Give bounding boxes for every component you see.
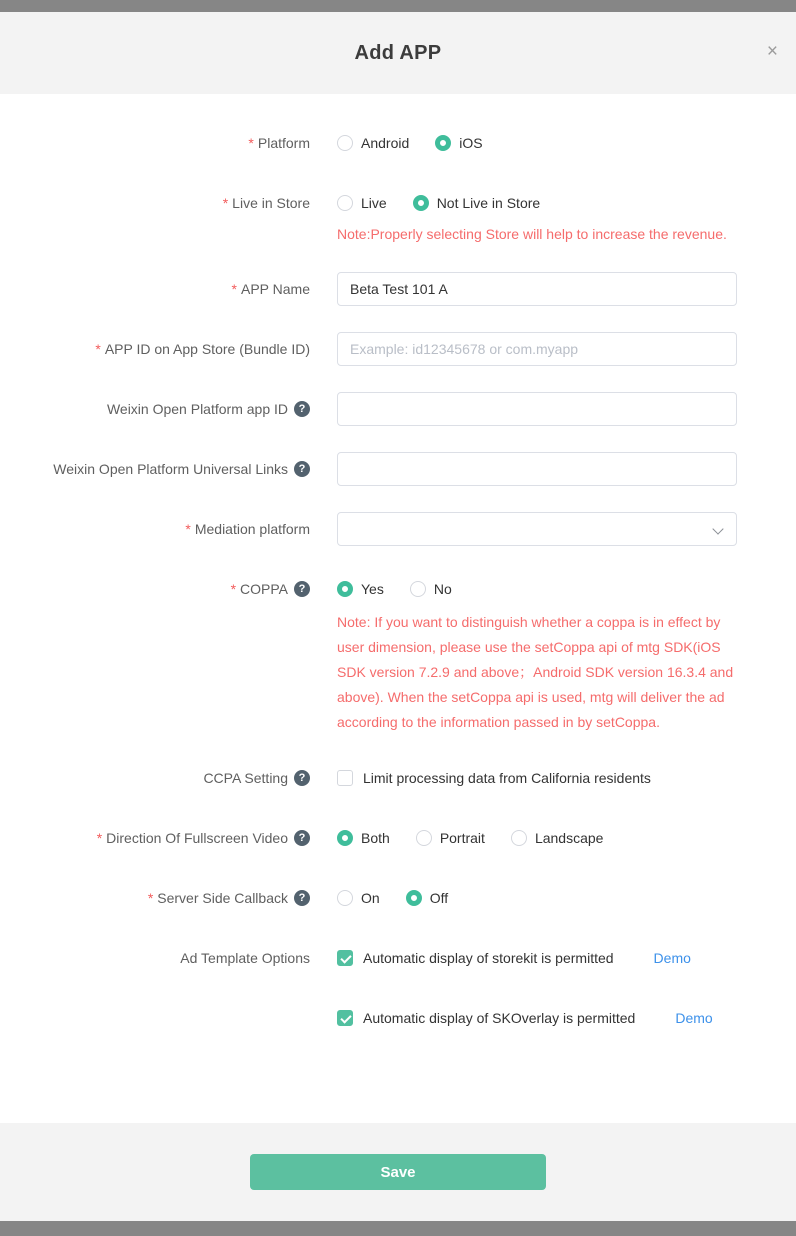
page-title: Add APP: [354, 41, 442, 64]
coppa-note: Note: If you want to distinguish whether a coppa is in effect by user dimension, please use the setCoppa api of mtg SDK(iOS SDK version 7.2.9 and above；Android SDK version 16.3.4 and above). When the setCoppa api is used, mtg will deliver the ad according to the information passed in by setCoppa.: [337, 614, 734, 730]
row-app-id: [0, 332, 735, 366]
row-weixin-universal-links: [0, 452, 735, 486]
row-direction: [0, 821, 735, 855]
weixin-universal-links-input[interactable]: [337, 452, 737, 486]
required-marker: *: [230, 581, 237, 597]
app-id-label: * APP ID on App Store (Bundle ID): [95, 341, 310, 357]
chevron-down-icon: [712, 523, 723, 534]
radio-icon[interactable]: [337, 195, 353, 211]
add-app-form: [0, 94, 796, 1123]
radio-icon[interactable]: [406, 890, 422, 906]
radio-icon[interactable]: [337, 135, 353, 151]
required-marker: *: [222, 195, 229, 211]
help-icon[interactable]: ?: [294, 830, 310, 846]
storekit-demo-link[interactable]: Demo: [653, 950, 691, 966]
storekit-checkbox-option[interactable]: Automatic display of storekit is permitted: [337, 950, 614, 966]
help-icon[interactable]: ?: [294, 581, 310, 597]
radio-icon[interactable]: [337, 830, 353, 846]
help-icon[interactable]: ?: [294, 401, 310, 417]
radio-icon[interactable]: [413, 195, 429, 211]
save-button[interactable]: Save: [250, 1154, 546, 1190]
row-weixin-app-id: [0, 392, 735, 426]
radio-coppa-yes[interactable]: Yes: [337, 581, 384, 597]
weixin-app-id-input[interactable]: [337, 392, 737, 426]
ccpa-label: CCPA Setting ?: [0, 761, 310, 795]
row-live-in-store: [0, 186, 735, 246]
radio-direction-both[interactable]: Both: [337, 830, 390, 846]
row-ad-template-skoverlay: [0, 1001, 735, 1035]
radio-icon[interactable]: [410, 581, 426, 597]
radio-callback-on[interactable]: On: [337, 890, 380, 906]
app-id-input[interactable]: [337, 332, 737, 366]
required-marker: *: [231, 281, 237, 297]
radio-coppa-no[interactable]: No: [410, 581, 452, 597]
platform-label: * Platform: [248, 135, 310, 151]
radio-icon[interactable]: [337, 581, 353, 597]
row-platform: [0, 126, 735, 160]
checkbox-icon[interactable]: [337, 1010, 353, 1026]
required-marker: *: [248, 135, 254, 151]
skoverlay-checkbox-option[interactable]: Automatic display of SKOverlay is permitted: [337, 1010, 635, 1026]
radio-icon[interactable]: [337, 890, 353, 906]
checkbox-icon[interactable]: [337, 950, 353, 966]
radio-direction-portrait[interactable]: Portrait: [416, 830, 485, 846]
radio-not-live-in-store[interactable]: Not Live in Store: [413, 195, 541, 211]
direction-label: * Direction Of Fullscreen Video ?: [0, 821, 310, 855]
row-mediation-platform: [0, 512, 735, 546]
mediation-platform-select[interactable]: [337, 512, 737, 546]
help-icon[interactable]: ?: [294, 890, 310, 906]
add-app-modal: [0, 12, 796, 1221]
mediation-platform-label: * Mediation platform: [185, 521, 310, 537]
required-marker: *: [147, 890, 154, 906]
row-server-callback: [0, 881, 735, 915]
radio-icon[interactable]: [435, 135, 451, 151]
radio-platform-android[interactable]: Android: [337, 135, 409, 151]
app-name-input[interactable]: [337, 272, 737, 306]
radio-platform-ios[interactable]: iOS: [435, 135, 482, 151]
modal-footer: [0, 1123, 796, 1221]
required-marker: *: [95, 341, 101, 357]
radio-icon[interactable]: [416, 830, 432, 846]
app-name-label: * APP Name: [231, 281, 310, 297]
radio-callback-off[interactable]: Off: [406, 890, 448, 906]
ccpa-checkbox-option[interactable]: Limit processing data from California residents: [337, 770, 651, 786]
radio-icon[interactable]: [511, 830, 527, 846]
radio-live[interactable]: Live: [337, 195, 387, 211]
weixin-app-id-label: Weixin Open Platform app ID ?: [0, 392, 310, 426]
row-coppa: [0, 572, 735, 735]
required-marker: *: [96, 830, 103, 846]
close-icon[interactable]: ×: [766, 41, 778, 62]
required-marker: *: [185, 521, 191, 537]
help-icon[interactable]: ?: [294, 770, 310, 786]
ad-template-label: Ad Template Options: [180, 950, 310, 966]
row-app-name: [0, 272, 735, 306]
server-callback-label: * Server Side Callback ?: [0, 881, 310, 915]
modal-header: [0, 12, 796, 94]
radio-direction-landscape[interactable]: Landscape: [511, 830, 604, 846]
ad-template-label-spacer: [0, 1001, 310, 1035]
help-icon[interactable]: ?: [294, 461, 310, 477]
checkbox-icon[interactable]: [337, 770, 353, 786]
weixin-universal-links-label: Weixin Open Platform Universal Links ?: [0, 452, 310, 486]
row-ccpa: [0, 761, 735, 795]
live-in-store-note: Note:Properly selecting Store will help to increase the revenue.: [337, 226, 727, 242]
coppa-label: * COPPA ?: [0, 572, 310, 606]
live-in-store-label: * Live in Store: [222, 195, 310, 211]
skoverlay-demo-link[interactable]: Demo: [675, 1010, 713, 1026]
row-ad-template-storekit: [0, 941, 735, 975]
